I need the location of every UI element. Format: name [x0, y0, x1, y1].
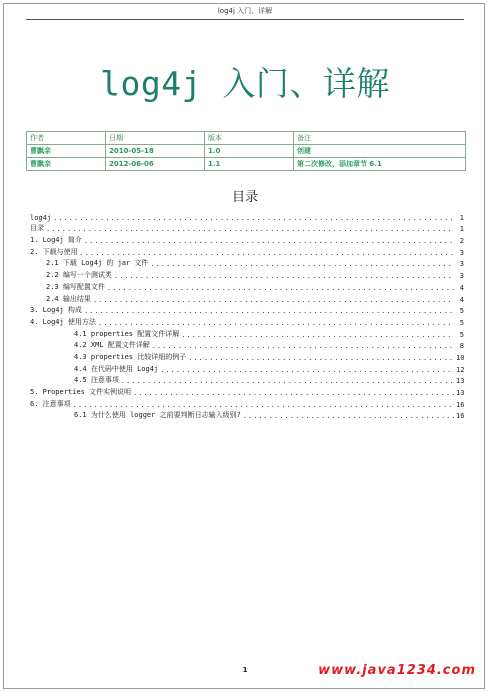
toc-entry[interactable] [30, 280, 464, 292]
toc-entry-label: 3. Log4j 构成 [30, 306, 82, 315]
toc-entry[interactable] [30, 362, 464, 374]
toc-entry-label: 2.4 输出结果 [46, 294, 91, 303]
toc-entry[interactable] [30, 409, 464, 421]
toc-entry-page: 3 [459, 248, 464, 257]
toc-leader [188, 354, 454, 362]
toc-entry[interactable] [30, 374, 464, 386]
toc-leader [80, 249, 454, 257]
toc-entry[interactable] [30, 385, 464, 397]
toc-entry-label: 2.3 编写配置文件 [46, 282, 105, 291]
toc-entry[interactable] [30, 327, 464, 339]
toc-entry-label: 4. Log4j 使用方法 [30, 317, 96, 326]
toc-entry[interactable] [30, 257, 464, 269]
toc-leader [150, 260, 454, 268]
toc-entry-label: 2.1 下载 Log4j 的 jar 文件 [46, 259, 149, 268]
toc-leader [84, 307, 454, 315]
toc-leader [152, 342, 454, 350]
toc-leader [84, 237, 454, 245]
revision-table [26, 131, 466, 171]
toc-entry-label: 4.1 properties 配置文件详解 [74, 329, 180, 338]
table-row [27, 158, 466, 171]
toc-entry-page: 4 [459, 283, 464, 292]
toc-entry-page: 13 [456, 377, 464, 386]
col-date-header: 日期 [106, 132, 205, 145]
toc-entry[interactable] [30, 350, 464, 362]
toc-leader [107, 284, 454, 292]
toc-entry-page: 3 [459, 272, 464, 281]
author-cell: 曹飘亲 [27, 158, 106, 171]
date-cell: 2010-05-18 [106, 145, 205, 158]
toc-entry-label: 6. 注意事项 [30, 399, 71, 408]
toc-entry-page: 5 [459, 330, 464, 339]
toc-entry-label: 1. Log4j 简介 [30, 236, 82, 245]
toc-entry-page: 1 [459, 225, 464, 234]
version-cell: 1.1 [205, 158, 294, 171]
toc-entry-label: 目录 [30, 224, 44, 233]
toc-leader [133, 389, 454, 397]
toc-entry[interactable] [30, 222, 464, 234]
toc-entry-page: 10 [456, 353, 464, 362]
toc-leader [53, 214, 454, 222]
table-of-contents [30, 210, 464, 420]
col-author-header: 作者 [27, 132, 106, 145]
toc-entry[interactable] [30, 304, 464, 316]
toc-entry-page: 12 [456, 365, 464, 374]
col-notes-header: 备注 [294, 132, 466, 145]
author-cell: 曹飘亲 [27, 145, 106, 158]
toc-entry-page: 8 [459, 342, 464, 351]
document-title: log4j 入门、详解 [100, 64, 390, 103]
toc-entry-label: 5. Properties 文件实例说明 [30, 388, 132, 396]
toc-entry[interactable] [30, 292, 464, 304]
toc-entry-page: 5 [459, 307, 464, 316]
toc-entry-label: 4.4 在代码中使用 Log4j [74, 364, 159, 373]
toc-entry[interactable] [30, 245, 464, 257]
toc-entry-page: 13 [456, 389, 464, 397]
header-divider [26, 19, 464, 20]
toc-leader [121, 377, 454, 385]
toc-entry-page: 16 [456, 400, 464, 409]
toc-entry-label: 4.5 注意事项 [74, 376, 119, 385]
toc-heading: 目录 [231, 190, 258, 205]
toc-entry[interactable] [30, 339, 464, 351]
toc-entry-page: 1 [459, 213, 464, 222]
date-cell: 2012-06-06 [106, 158, 205, 171]
toc-leader [181, 331, 454, 339]
toc-entry[interactable] [30, 233, 464, 245]
toc-leader [160, 366, 454, 374]
toc-leader [46, 225, 454, 233]
toc-leader [73, 401, 454, 409]
toc-entry-label: 4.2 XML 配置文件详解 [74, 341, 150, 350]
toc-entry-label: log4j [30, 213, 52, 222]
col-version-header: 版本 [205, 132, 294, 145]
notes-cell: 创建 [294, 145, 466, 158]
revision-table-header [27, 132, 466, 145]
site-watermark: www.java1234.com [318, 663, 476, 678]
notes-cell: 第二次修改，添加章节 6.1 [294, 158, 466, 171]
toc-entry-page: 2 [459, 237, 464, 246]
toc-entry[interactable] [30, 210, 464, 222]
toc-entry[interactable] [30, 268, 464, 280]
toc-entry-page: 3 [459, 260, 464, 269]
page-number: 1 [242, 666, 248, 674]
toc-entry-label: 4.3 properties 比较详细的例子 [74, 352, 187, 361]
toc-entry-label: 2. 下载与使用 [30, 247, 78, 256]
toc-entry[interactable] [30, 315, 464, 327]
table-row [27, 145, 466, 158]
version-cell: 1.0 [205, 145, 294, 158]
toc-entry-page: 4 [459, 295, 464, 304]
toc-entry-page: 16 [456, 412, 464, 421]
toc-entry[interactable] [30, 397, 464, 409]
toc-leader [243, 412, 454, 420]
toc-leader [93, 296, 454, 304]
toc-leader [98, 319, 454, 327]
toc-entry-label: 6.1 为什么使用 logger 之前要判断日志输入级别? [74, 411, 241, 420]
toc-entry-page: 5 [459, 318, 464, 327]
toc-leader [114, 272, 454, 280]
toc-entry-label: 2.2 编写一个测试类 [46, 271, 112, 280]
running-header: log4j 入门、详解 [217, 7, 273, 15]
